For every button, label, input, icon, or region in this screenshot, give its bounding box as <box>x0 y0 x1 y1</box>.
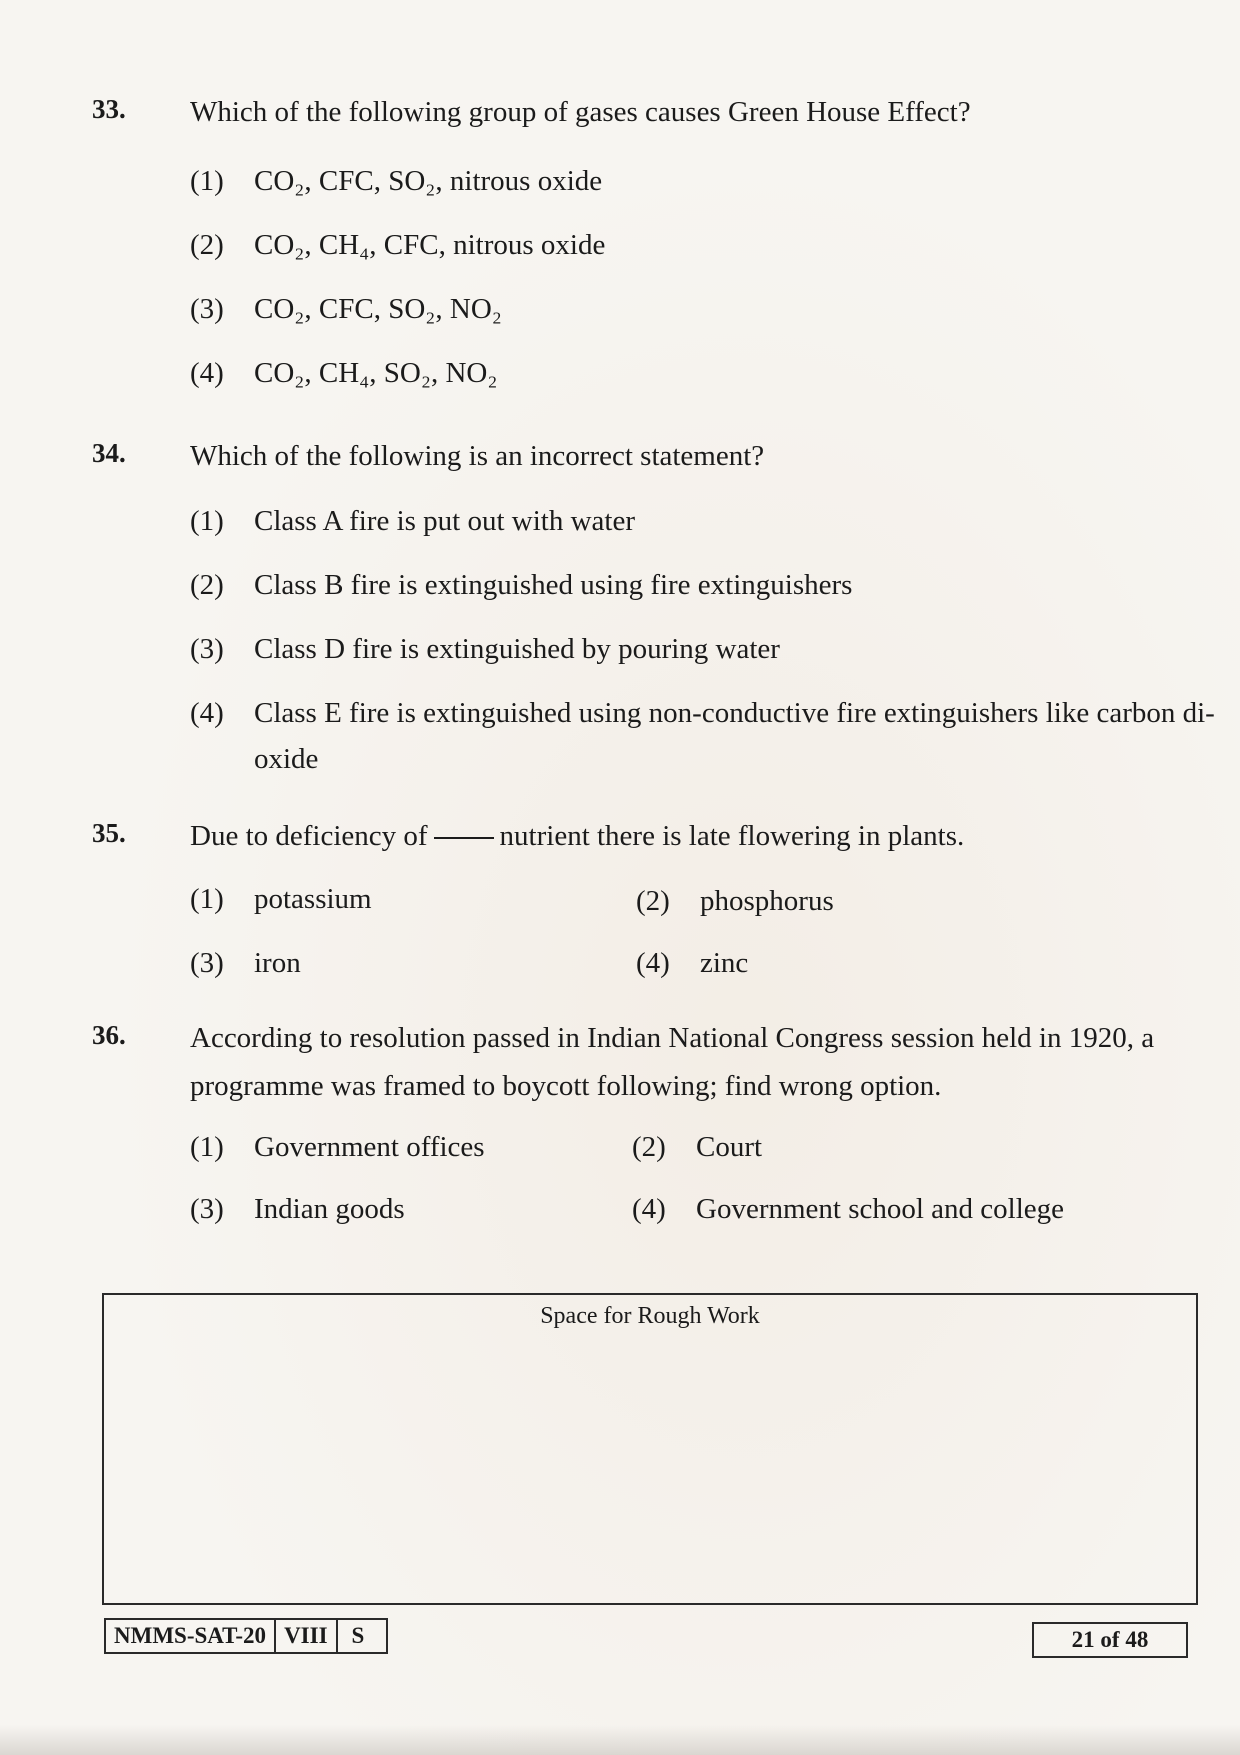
option-text: Government school and college <box>696 1193 1065 1225</box>
option-text: Class A fire is put out with water <box>254 505 635 537</box>
option-text: Class E fire is extinguished using non-conductive fire extinguishers like carbon di-oxide <box>254 697 1215 775</box>
option-text: CO₂, CFC, SO₂, NO₂ <box>254 293 502 325</box>
question-text: According to resolution passed in Indian National Congress session held in 1920, a programme was framed to boycott following; find wrong option. <box>190 1022 1155 1102</box>
option-text: CO₂, CH₄, CFC, nitrous oxide <box>254 229 606 261</box>
option-number: (4) <box>190 357 224 389</box>
option-36-2 <box>632 1124 762 1170</box>
fill-in-blank <box>434 837 494 839</box>
option-text: Class D fire is extinguished by pouring water <box>254 633 780 665</box>
option-33-3 <box>190 286 502 332</box>
question-text-after: nutrient there is late flowering in plants. <box>499 820 965 852</box>
option-number: (1) <box>190 883 224 915</box>
rough-work-box <box>102 1293 1198 1605</box>
option-number: (2) <box>636 885 670 917</box>
option-number: (2) <box>190 229 224 261</box>
option-33-2 <box>190 222 605 268</box>
option-text: potassium <box>254 883 372 915</box>
option-text: CO₂, CFC, SO₂, nitrous oxide <box>254 165 603 197</box>
option-number: (2) <box>632 1131 666 1163</box>
option-number: (4) <box>632 1193 666 1225</box>
option-number: (1) <box>190 505 224 537</box>
exam-code-box <box>104 1618 388 1654</box>
option-35-1 <box>190 876 372 922</box>
option-number: (2) <box>190 569 224 601</box>
option-text: Government offices <box>254 1131 485 1163</box>
option-text: Court <box>696 1131 763 1163</box>
option-number: (1) <box>190 1131 224 1163</box>
option-text: iron <box>254 947 301 979</box>
option-35-4 <box>636 940 748 986</box>
option-33-4 <box>190 350 497 396</box>
option-text: Class B fire is extinguished using fire extinguishers <box>254 569 853 601</box>
question-text-before: Due to deficiency of <box>190 820 428 852</box>
option-33-1 <box>190 158 602 204</box>
rough-work-title: Space for Rough Work <box>540 1303 760 1329</box>
option-number: (3) <box>190 947 224 979</box>
exam-class: VIII <box>274 1620 335 1652</box>
option-text: CO₂, CH₄, SO₂, NO₂ <box>254 357 498 389</box>
option-text: Indian goods <box>254 1193 405 1225</box>
exam-series: S <box>336 1620 387 1652</box>
exam-code: NMMS-SAT-20 <box>114 1623 267 1648</box>
option-34-3 <box>190 626 780 672</box>
option-34-1 <box>190 498 635 544</box>
question-number: 35. <box>92 818 126 848</box>
question-number: 33. <box>92 94 126 124</box>
option-text: phosphorus <box>700 885 834 917</box>
option-number: (4) <box>636 947 670 979</box>
option-number: (3) <box>190 633 224 665</box>
option-number: (1) <box>190 165 224 197</box>
option-35-2 <box>636 878 834 924</box>
option-number: (3) <box>190 293 224 325</box>
option-number: (3) <box>190 1193 224 1225</box>
page-number: 21 of 48 <box>1032 1622 1188 1658</box>
page-edge-shadow <box>0 1725 1240 1755</box>
question-number: 36. <box>92 1020 126 1050</box>
option-35-3 <box>190 940 301 986</box>
option-34-4 <box>190 690 1220 782</box>
option-34-2 <box>190 562 852 608</box>
option-36-3 <box>190 1186 405 1232</box>
question-text: Which of the following is an incorrect statement? <box>190 440 765 472</box>
question-text <box>190 812 1220 860</box>
option-36-1 <box>190 1124 485 1170</box>
question-text: Which of the following group of gases causes Green House Effect? <box>190 96 971 128</box>
question-number: 34. <box>92 438 126 468</box>
option-36-4 <box>632 1186 1064 1232</box>
option-number: (4) <box>190 697 224 729</box>
option-text: zinc <box>700 947 749 979</box>
